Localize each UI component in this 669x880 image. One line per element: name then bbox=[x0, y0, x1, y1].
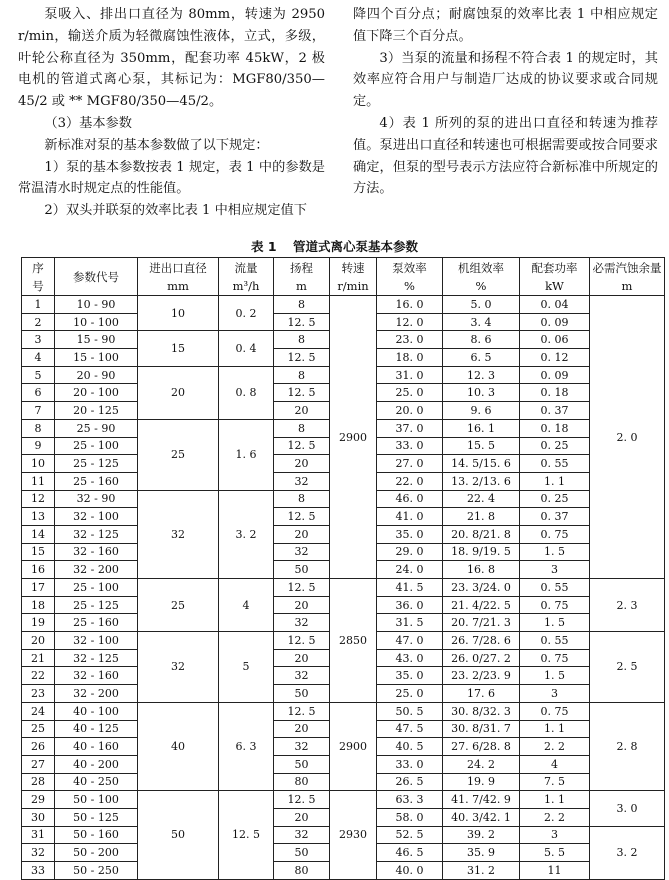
cell-flow: 1. 6 bbox=[219, 419, 274, 490]
cell-head: 50 bbox=[274, 755, 330, 773]
cell-power: 0. 37 bbox=[520, 508, 590, 526]
cell-seq: 3 bbox=[22, 331, 55, 349]
cell-power: 5. 5 bbox=[520, 844, 590, 862]
cell-unit-eff: 31. 2 bbox=[443, 862, 520, 880]
cell-pump-eff: 25. 0 bbox=[377, 384, 443, 402]
cell-flow: 6. 3 bbox=[219, 702, 274, 790]
cell-pump-eff: 36. 0 bbox=[377, 596, 443, 614]
header-head: 扬程 bbox=[274, 258, 330, 278]
cell-power: 0. 55 bbox=[520, 632, 590, 650]
cell-head: 50 bbox=[274, 561, 330, 579]
cell-diam: 50 bbox=[138, 791, 219, 879]
cell-flow: 12. 5 bbox=[219, 791, 274, 879]
cell-code: 32 - 125 bbox=[55, 649, 138, 667]
cell-code: 20 - 125 bbox=[55, 402, 138, 420]
cell-unit-eff: 22. 4 bbox=[443, 490, 520, 508]
cell-pump-eff: 26. 5 bbox=[377, 773, 443, 791]
cell-power: 0. 09 bbox=[520, 366, 590, 384]
cell-pump-eff: 16. 0 bbox=[377, 296, 443, 314]
cell-head: 20 bbox=[274, 402, 330, 420]
cell-pump-eff: 63. 3 bbox=[377, 791, 443, 809]
cell-unit-eff: 16. 8 bbox=[443, 561, 520, 579]
table-row bbox=[22, 579, 665, 597]
header-speed: 转速 bbox=[330, 258, 377, 278]
cell-unit-eff: 14. 5/15. 6 bbox=[443, 455, 520, 473]
cell-pump-eff: 47. 5 bbox=[377, 720, 443, 738]
cell-power: 3 bbox=[520, 826, 590, 844]
cell-head: 32 bbox=[274, 826, 330, 844]
cell-code: 25 - 100 bbox=[55, 437, 138, 455]
cell-unit-eff: 12. 3 bbox=[443, 366, 520, 384]
cell-speed: 2850 bbox=[330, 579, 377, 703]
cell-head: 32 bbox=[274, 543, 330, 561]
cell-flow: 0. 2 bbox=[219, 296, 274, 331]
cell-pump-eff: 18. 0 bbox=[377, 349, 443, 367]
cell-flow: 5 bbox=[219, 632, 274, 703]
cell-head: 20 bbox=[274, 808, 330, 826]
cell-head: 20 bbox=[274, 649, 330, 667]
cell-npsh: 3. 0 bbox=[590, 791, 665, 826]
cell-pump-eff: 41. 0 bbox=[377, 508, 443, 526]
cell-pump-eff: 33. 0 bbox=[377, 755, 443, 773]
cell-seq: 11 bbox=[22, 472, 55, 490]
cell-power: 0. 12 bbox=[520, 349, 590, 367]
cell-flow: 0. 8 bbox=[219, 366, 274, 419]
header-unit-eff-unit: % bbox=[443, 277, 520, 296]
cell-power: 2. 2 bbox=[520, 738, 590, 756]
section-heading: （3）基本参数 bbox=[44, 115, 132, 131]
cell-pump-eff: 12. 0 bbox=[377, 313, 443, 331]
cell-code: 50 - 250 bbox=[55, 862, 138, 880]
cell-pump-eff: 46. 5 bbox=[377, 844, 443, 862]
cell-seq: 30 bbox=[22, 808, 55, 826]
cell-seq: 20 bbox=[22, 632, 55, 650]
cell-code: 20 - 90 bbox=[55, 366, 138, 384]
cell-unit-eff: 35. 9 bbox=[443, 844, 520, 862]
cell-code: 25 - 100 bbox=[55, 579, 138, 597]
cell-npsh: 2. 0 bbox=[590, 296, 665, 579]
cell-pump-eff: 47. 0 bbox=[377, 632, 443, 650]
cell-head: 80 bbox=[274, 773, 330, 791]
cell-code: 32 - 160 bbox=[55, 543, 138, 561]
cell-head: 32 bbox=[274, 738, 330, 756]
cell-seq: 1 bbox=[22, 296, 55, 314]
cell-code: 15 - 90 bbox=[55, 331, 138, 349]
cell-npsh: 2. 5 bbox=[590, 632, 665, 703]
cell-head: 20 bbox=[274, 596, 330, 614]
cell-code: 25 - 125 bbox=[55, 596, 138, 614]
header-head-unit: m bbox=[274, 277, 330, 296]
cell-power: 0. 04 bbox=[520, 296, 590, 314]
header-npsh: 必需汽蚀余量 bbox=[590, 258, 665, 278]
cell-unit-eff: 40. 3/42. 1 bbox=[443, 808, 520, 826]
cell-code: 20 - 100 bbox=[55, 384, 138, 402]
cell-head: 50 bbox=[274, 685, 330, 703]
cell-diam: 25 bbox=[138, 579, 219, 632]
header-flow: 流量 bbox=[219, 258, 274, 278]
cell-power: 3 bbox=[520, 685, 590, 703]
cell-power: 0. 75 bbox=[520, 525, 590, 543]
cell-power: 0. 25 bbox=[520, 490, 590, 508]
cell-seq: 24 bbox=[22, 702, 55, 720]
cell-code: 50 - 200 bbox=[55, 844, 138, 862]
header-pump-eff: 泵效率 bbox=[377, 258, 443, 278]
cell-power: 3 bbox=[520, 561, 590, 579]
cell-head: 12. 5 bbox=[274, 632, 330, 650]
cell-power: 1. 5 bbox=[520, 667, 590, 685]
cell-head: 12. 5 bbox=[274, 579, 330, 597]
cell-power: 0. 18 bbox=[520, 419, 590, 437]
cell-power: 4 bbox=[520, 755, 590, 773]
body-text bbox=[18, 4, 658, 234]
cell-unit-eff: 5. 0 bbox=[443, 296, 520, 314]
cell-diam: 25 bbox=[138, 419, 219, 490]
cell-code: 32 - 200 bbox=[55, 685, 138, 703]
header-seq: 序 bbox=[22, 258, 55, 278]
cell-code: 10 - 100 bbox=[55, 313, 138, 331]
cell-pump-eff: 46. 0 bbox=[377, 490, 443, 508]
cell-unit-eff: 23. 2/23. 9 bbox=[443, 667, 520, 685]
cell-pump-eff: 23. 0 bbox=[377, 331, 443, 349]
cell-code: 32 - 160 bbox=[55, 667, 138, 685]
cell-seq: 33 bbox=[22, 862, 55, 880]
header-diam-unit: mm bbox=[138, 277, 219, 296]
cell-head: 20 bbox=[274, 455, 330, 473]
cell-pump-eff: 35. 0 bbox=[377, 667, 443, 685]
cell-unit-eff: 39. 2 bbox=[443, 826, 520, 844]
cell-code: 10 - 90 bbox=[55, 296, 138, 314]
table-row bbox=[22, 791, 665, 809]
cell-seq: 27 bbox=[22, 755, 55, 773]
cell-code: 25 - 125 bbox=[55, 455, 138, 473]
cell-seq: 32 bbox=[22, 844, 55, 862]
header-power: 配套功率 bbox=[520, 258, 590, 278]
cell-head: 8 bbox=[274, 331, 330, 349]
table-number: 表 1 bbox=[251, 239, 277, 254]
cell-power: 0. 18 bbox=[520, 384, 590, 402]
cell-seq: 17 bbox=[22, 579, 55, 597]
cell-power: 0. 75 bbox=[520, 649, 590, 667]
cell-unit-eff: 6. 5 bbox=[443, 349, 520, 367]
cell-code: 50 - 100 bbox=[55, 791, 138, 809]
table-title: 管道式离心泵基本参数 bbox=[292, 239, 418, 254]
cell-unit-eff: 24. 2 bbox=[443, 755, 520, 773]
cell-code: 32 - 200 bbox=[55, 561, 138, 579]
paragraph: 新标准对泵的基本参数做了以下规定： bbox=[44, 137, 269, 153]
cell-power: 1. 1 bbox=[520, 791, 590, 809]
cell-seq: 10 bbox=[22, 455, 55, 473]
cell-flow: 4 bbox=[219, 579, 274, 632]
cell-code: 32 - 125 bbox=[55, 525, 138, 543]
cell-seq: 2 bbox=[22, 313, 55, 331]
cell-unit-eff: 23. 3/24. 0 bbox=[443, 579, 520, 597]
header-code: 参数代号 bbox=[55, 258, 138, 296]
cell-head: 32 bbox=[274, 472, 330, 490]
cell-code: 40 - 250 bbox=[55, 773, 138, 791]
header-power-unit: kW bbox=[520, 277, 590, 296]
cell-seq: 29 bbox=[22, 791, 55, 809]
cell-head: 8 bbox=[274, 296, 330, 314]
cell-pump-eff: 40. 0 bbox=[377, 862, 443, 880]
cell-power: 1. 5 bbox=[520, 543, 590, 561]
table-row bbox=[22, 296, 665, 314]
cell-seq: 6 bbox=[22, 384, 55, 402]
cell-code: 15 - 100 bbox=[55, 349, 138, 367]
cell-seq: 15 bbox=[22, 543, 55, 561]
table-body bbox=[22, 296, 665, 880]
header-flow-unit: m³/h bbox=[219, 277, 274, 296]
cell-unit-eff: 30. 8/32. 3 bbox=[443, 702, 520, 720]
cell-seq: 13 bbox=[22, 508, 55, 526]
cell-unit-eff: 3. 4 bbox=[443, 313, 520, 331]
cell-power: 0. 55 bbox=[520, 579, 590, 597]
cell-head: 12. 5 bbox=[274, 508, 330, 526]
cell-npsh: 3. 2 bbox=[590, 826, 665, 879]
cell-power: 1. 5 bbox=[520, 614, 590, 632]
cell-pump-eff: 52. 5 bbox=[377, 826, 443, 844]
cell-seq: 22 bbox=[22, 667, 55, 685]
cell-seq: 26 bbox=[22, 738, 55, 756]
right-column bbox=[353, 4, 658, 200]
cell-code: 32 - 100 bbox=[55, 632, 138, 650]
cell-seq: 28 bbox=[22, 773, 55, 791]
cell-head: 50 bbox=[274, 844, 330, 862]
cell-code: 25 - 160 bbox=[55, 472, 138, 490]
cell-head: 32 bbox=[274, 614, 330, 632]
cell-unit-eff: 26. 7/28. 6 bbox=[443, 632, 520, 650]
cell-code: 50 - 125 bbox=[55, 808, 138, 826]
cell-pump-eff: 20. 0 bbox=[377, 402, 443, 420]
cell-seq: 25 bbox=[22, 720, 55, 738]
header-pump-eff-unit: % bbox=[377, 277, 443, 296]
cell-power: 11 bbox=[520, 862, 590, 880]
cell-code: 40 - 125 bbox=[55, 720, 138, 738]
cell-seq: 12 bbox=[22, 490, 55, 508]
cell-seq: 14 bbox=[22, 525, 55, 543]
header-seq-2: 号 bbox=[22, 277, 55, 296]
cell-head: 12. 5 bbox=[274, 702, 330, 720]
cell-speed: 2930 bbox=[330, 791, 377, 879]
cell-head: 20 bbox=[274, 525, 330, 543]
cell-power: 2. 2 bbox=[520, 808, 590, 826]
cell-head: 12. 5 bbox=[274, 313, 330, 331]
paragraph: 泵吸入、排出口直径为 80mm，转速为 2950 r/min，输送介质为轻微腐蚀性液体，立式，多级，叶轮公称直径为 350mm，配套功率 45kW，2 极电机的管道式离心泵，其标记为：MGF80/350—45/2 或 ** MGF80/350—45/2。 bbox=[18, 7, 325, 110]
cell-diam: 10 bbox=[138, 296, 219, 331]
cell-code: 40 - 160 bbox=[55, 738, 138, 756]
cell-seq: 23 bbox=[22, 685, 55, 703]
cell-speed: 2900 bbox=[330, 296, 377, 579]
cell-seq: 19 bbox=[22, 614, 55, 632]
cell-flow: 0. 4 bbox=[219, 331, 274, 366]
cell-pump-eff: 40. 5 bbox=[377, 738, 443, 756]
cell-head: 8 bbox=[274, 366, 330, 384]
cell-code: 50 - 160 bbox=[55, 826, 138, 844]
cell-power: 0. 75 bbox=[520, 702, 590, 720]
cell-pump-eff: 50. 5 bbox=[377, 702, 443, 720]
cell-unit-eff: 16. 1 bbox=[443, 419, 520, 437]
cell-unit-eff: 26. 0/27. 2 bbox=[443, 649, 520, 667]
header-unit-eff: 机组效率 bbox=[443, 258, 520, 278]
cell-unit-eff: 20. 8/21. 8 bbox=[443, 525, 520, 543]
cell-power: 7. 5 bbox=[520, 773, 590, 791]
cell-unit-eff: 18. 9/19. 5 bbox=[443, 543, 520, 561]
cell-pump-eff: 43. 0 bbox=[377, 649, 443, 667]
cell-head: 80 bbox=[274, 862, 330, 880]
cell-pump-eff: 22. 0 bbox=[377, 472, 443, 490]
cell-head: 12. 5 bbox=[274, 791, 330, 809]
cell-power: 0. 25 bbox=[520, 437, 590, 455]
cell-code: 32 - 100 bbox=[55, 508, 138, 526]
cell-seq: 21 bbox=[22, 649, 55, 667]
cell-npsh: 2. 8 bbox=[590, 702, 665, 790]
cell-unit-eff: 17. 6 bbox=[443, 685, 520, 703]
cell-code: 25 - 160 bbox=[55, 614, 138, 632]
cell-pump-eff: 24. 0 bbox=[377, 561, 443, 579]
table-row bbox=[22, 702, 665, 720]
cell-flow: 3. 2 bbox=[219, 490, 274, 578]
cell-unit-eff: 21. 4/22. 5 bbox=[443, 596, 520, 614]
paragraph: 2）双头并联泵的效率比表 1 中相应规定值下 bbox=[44, 203, 307, 219]
cell-power: 1. 1 bbox=[520, 472, 590, 490]
cell-seq: 9 bbox=[22, 437, 55, 455]
cell-seq: 8 bbox=[22, 419, 55, 437]
cell-code: 40 - 100 bbox=[55, 702, 138, 720]
cell-diam: 15 bbox=[138, 331, 219, 366]
cell-head: 8 bbox=[274, 490, 330, 508]
cell-code: 40 - 200 bbox=[55, 755, 138, 773]
cell-unit-eff: 27. 6/28. 8 bbox=[443, 738, 520, 756]
cell-head: 8 bbox=[274, 419, 330, 437]
cell-power: 0. 75 bbox=[520, 596, 590, 614]
cell-seq: 5 bbox=[22, 366, 55, 384]
paragraph: 3）当泵的流量和扬程不符合表 1 的规定时，其效率应符合用户与制造厂达成的协议要求或合同规定。 bbox=[353, 50, 658, 110]
cell-seq: 7 bbox=[22, 402, 55, 420]
cell-pump-eff: 31. 5 bbox=[377, 614, 443, 632]
cell-pump-eff: 31. 0 bbox=[377, 366, 443, 384]
cell-pump-eff: 33. 0 bbox=[377, 437, 443, 455]
cell-head: 12. 5 bbox=[274, 437, 330, 455]
cell-speed: 2900 bbox=[330, 702, 377, 790]
cell-pump-eff: 29. 0 bbox=[377, 543, 443, 561]
cell-pump-eff: 37. 0 bbox=[377, 419, 443, 437]
cell-head: 12. 5 bbox=[274, 349, 330, 367]
cell-pump-eff: 25. 0 bbox=[377, 685, 443, 703]
cell-head: 20 bbox=[274, 720, 330, 738]
cell-power: 0. 37 bbox=[520, 402, 590, 420]
cell-power: 0. 55 bbox=[520, 455, 590, 473]
cell-seq: 4 bbox=[22, 349, 55, 367]
cell-diam: 32 bbox=[138, 632, 219, 703]
cell-power: 1. 1 bbox=[520, 720, 590, 738]
cell-unit-eff: 19. 9 bbox=[443, 773, 520, 791]
cell-seq: 18 bbox=[22, 596, 55, 614]
cell-pump-eff: 27. 0 bbox=[377, 455, 443, 473]
paragraph: 4）表 1 所列的泵的进出口直径和转速为推荐值。泵进出口直径和转速也可根据需要或按合同要求确定，但泵的型号表示方法应符合新标准中所规定的方法。 bbox=[353, 115, 658, 197]
header-speed-unit: r/min bbox=[330, 277, 377, 296]
cell-pump-eff: 41. 5 bbox=[377, 579, 443, 597]
paragraph: 降四个百分点；耐腐蚀泵的效率比表 1 中相应规定值下降三个百分点。 bbox=[353, 7, 658, 44]
cell-seq: 31 bbox=[22, 826, 55, 844]
header-npsh-unit: m bbox=[590, 277, 665, 296]
cell-seq: 16 bbox=[22, 561, 55, 579]
cell-head: 12. 5 bbox=[274, 384, 330, 402]
paragraph: 1）泵的基本参数按表 1 规定，表 1 中的参数是常温清水时规定点的性能值。 bbox=[18, 159, 325, 197]
cell-pump-eff: 35. 0 bbox=[377, 525, 443, 543]
cell-code: 25 - 90 bbox=[55, 419, 138, 437]
cell-diam: 20 bbox=[138, 366, 219, 419]
cell-unit-eff: 30. 8/31. 7 bbox=[443, 720, 520, 738]
cell-unit-eff: 41. 7/42. 9 bbox=[443, 791, 520, 809]
cell-unit-eff: 20. 7/21. 3 bbox=[443, 614, 520, 632]
cell-unit-eff: 15. 5 bbox=[443, 437, 520, 455]
cell-head: 32 bbox=[274, 667, 330, 685]
pump-parameter-table bbox=[21, 257, 665, 880]
cell-unit-eff: 8. 6 bbox=[443, 331, 520, 349]
cell-unit-eff: 10. 3 bbox=[443, 384, 520, 402]
cell-unit-eff: 21. 8 bbox=[443, 508, 520, 526]
left-column bbox=[18, 4, 325, 222]
cell-npsh: 2. 3 bbox=[590, 579, 665, 632]
cell-power: 0. 06 bbox=[520, 331, 590, 349]
header-diam: 进出口直径 bbox=[138, 258, 219, 278]
cell-diam: 32 bbox=[138, 490, 219, 578]
table-caption bbox=[0, 237, 669, 255]
cell-unit-eff: 13. 2/13. 6 bbox=[443, 472, 520, 490]
cell-pump-eff: 58. 0 bbox=[377, 808, 443, 826]
cell-code: 32 - 90 bbox=[55, 490, 138, 508]
cell-diam: 40 bbox=[138, 702, 219, 790]
cell-unit-eff: 9. 6 bbox=[443, 402, 520, 420]
cell-power: 0. 09 bbox=[520, 313, 590, 331]
